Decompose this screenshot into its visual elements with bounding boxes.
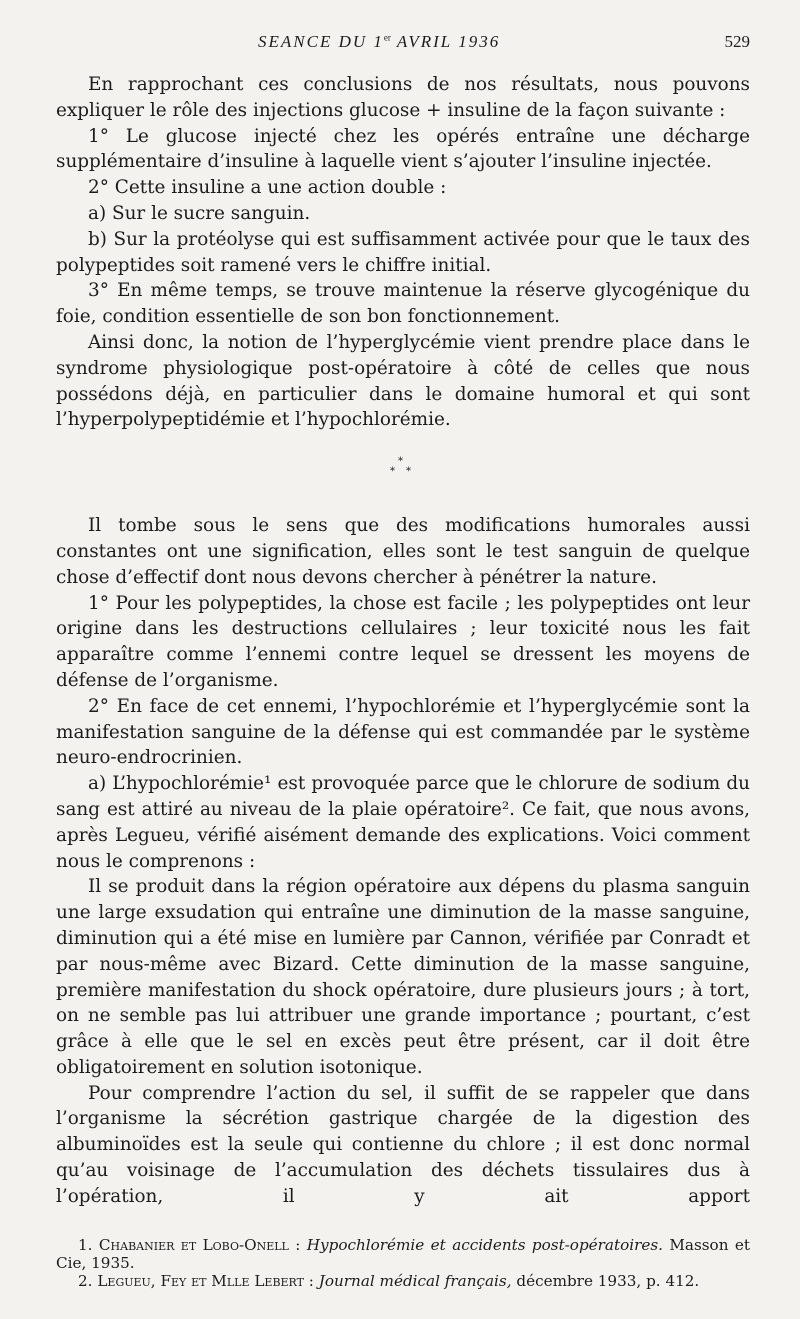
- footnote-authors: Legueu, Fey et Mlle Lebert: [97, 1271, 304, 1290]
- paragraph: Il tombe sous le sens que des modifications humorales aussi constantes ont une signification, elles sont le test sanguin de quelque chose d’effectif dont nous devons chercher à pénétrer la nature.: [56, 515, 750, 588]
- paragraph: 1° Le glucose injecté chez les opérés entraîne une décharge supplémentaire d’insuline à laquelle vient s’ajouter l’insuline injectée.: [56, 125, 750, 173]
- paragraph: Pour comprendre l’action du sel, il suffit de se rappeler que dans l’organisme la sécrétion gastrique chargée de la digestion des albuminoïdes est la seule qui contienne du chlore ; il est donc normal qu’au voisinage de l’accumulation des déchets tissulaires dus à l’opération, il y ait apport: [56, 1082, 750, 1207]
- paragraph: Ainsi donc, la notion de l’hyperglycémie vient prendre place dans le syndrome physiologique post-opératoire à côté de celles que nous possédons déjà, en particulier dans le domaine humoral et qui sont l’hyperpolypeptidémie et l’hypochlorémie.: [56, 331, 750, 431]
- header-title: [258, 32, 500, 52]
- paragraph: 1° Pour les polypeptides, la chose est facile ; les polypeptides ont leur origine dans les destructions cellulaires ; leur toxicité nous les fait apparaître comme l’ennemi contre lequel se dressent les moyens de défense de l’organisme.: [56, 592, 750, 691]
- footnotes: [56, 1236, 750, 1290]
- paragraph: 2° Cette insuline a une action double :: [88, 177, 447, 199]
- header-title-rest: AVRIL 1936: [390, 32, 501, 51]
- header-title-main: SEANCE DU 1: [258, 32, 384, 51]
- footnote-authors: Chabanier et Lobo-Onell: [98, 1235, 289, 1254]
- document-page: [56, 28, 750, 1290]
- paragraph: 2° En face de cet ennemi, l’hypochlorémie et l’hyperglycémie sont la manifestation sanguine de la défense qui est commandée par le système neuro-endrocrinien.: [56, 695, 750, 769]
- section-separator: [56, 433, 750, 513]
- body-text: [56, 72, 750, 1210]
- paragraph: En rapprochant ces conclusions de nos résultats, nous pouvons expliquer le rôle des injections glucose + insuline de la façon suivante :: [56, 74, 750, 121]
- page-number: 529: [724, 32, 750, 51]
- footnote-1: 1. Chabanier et Lobo-Onell : Hypochlorémie et accidents post-opératoires. Masson et Cie, 1935.: [56, 1235, 750, 1272]
- running-header: [56, 28, 750, 58]
- paragraph: a) L’hypochlorémie¹ est provoquée parce que le chlorure de sodium du sang est attiré au niveau de la plaie opératoire². Ce fait, que nous avons, après Legueu, vérifié aisément demande des explications. Voici comment nous le comprenons :: [56, 773, 750, 872]
- footnote-2: 2. Legueu, Fey et Mlle Lebert : Journal médical français, décembre 1933, p. 412.: [78, 1271, 700, 1290]
- footnote-title: Hypochlorémie et accidents post-opératoires.: [306, 1235, 663, 1254]
- paragraph: Il se produit dans la région opératoire aux dépens du plasma sanguin une large exsudation qui entraîne une diminution de la masse sanguine, diminution qui a été mise en lumière par Cannon, vérifiée par Conradt et par nous-même avec Bizard. Cette diminution de la masse sanguine, première manifestation du shock opératoire, dure plusieurs jours ; à tort, on ne semble pas lui attribuer une grande importance ; pourtant, c’est grâce à elle que le sel en excès peut être présent, car il doit être obligatoirement en solution isotonique.: [56, 876, 750, 1078]
- paragraph: b) Sur la protéolyse qui est suffisamment activée pour que le taux des polypeptides soit ramené vers le chiffre initial.: [56, 228, 750, 276]
- separator-asterisk: *: [406, 466, 411, 478]
- paragraph: 3° En même temps, se trouve maintenue la réserve glycogénique du foie, condition essentielle de son bon fonctionnement.: [56, 280, 750, 328]
- paragraph: a) Sur le sucre sanguin.: [88, 202, 311, 224]
- separator-asterisk: *: [390, 466, 395, 478]
- footnote-title: Journal médical français,: [318, 1271, 512, 1290]
- header-title-sup: er: [383, 32, 391, 43]
- separator-asterisk: *: [398, 456, 403, 468]
